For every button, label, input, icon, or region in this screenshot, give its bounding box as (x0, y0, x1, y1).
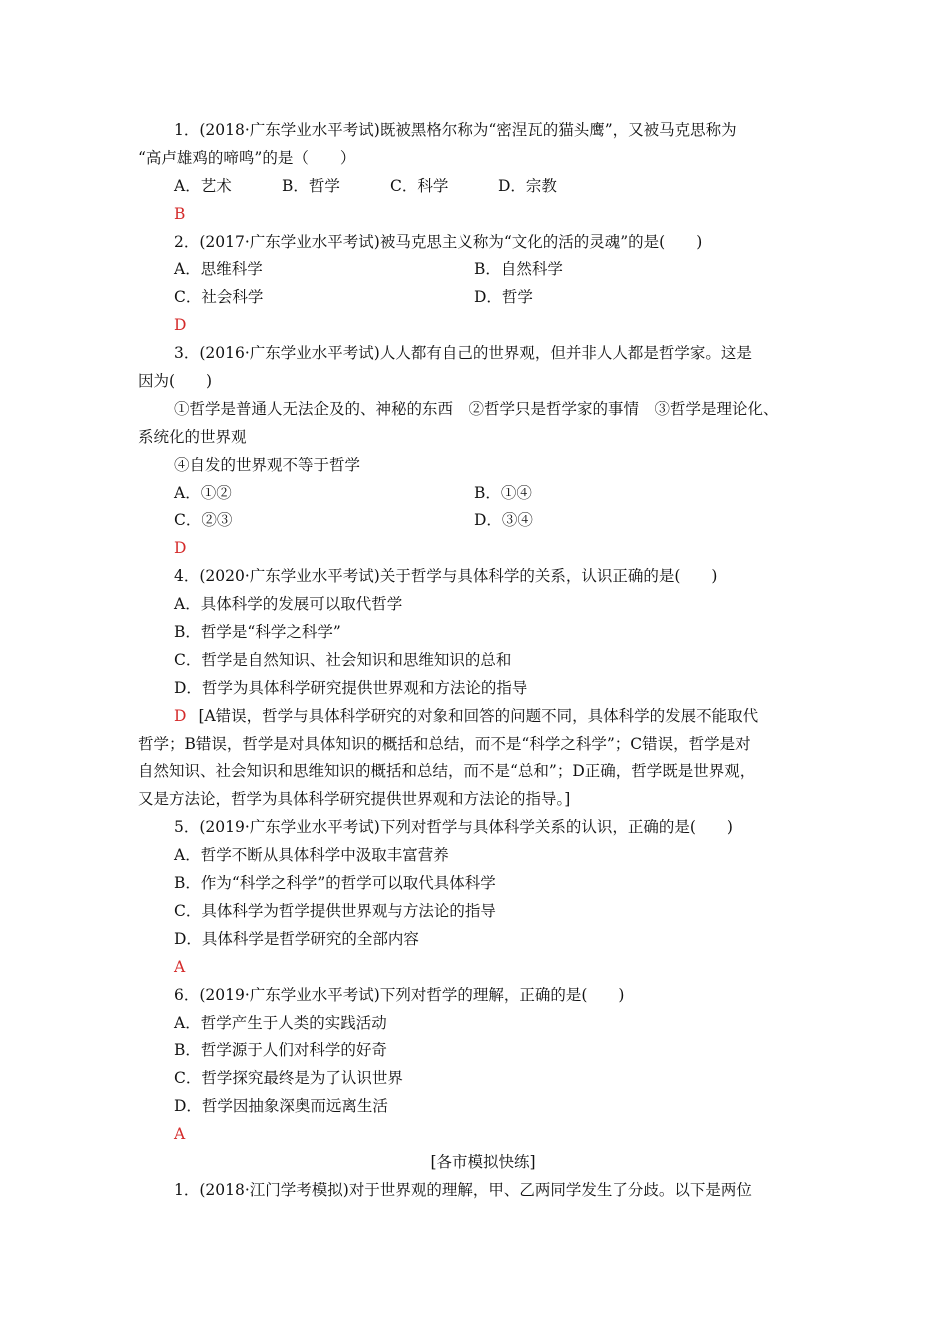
q3-option-a: A．①② (174, 483, 232, 502)
q4-option-c: C．哲学是自然知识、社会知识和思维知识的总和 (174, 650, 512, 669)
m1-stem: 1．(2018·江门学考模拟)对于世界观的理解，甲、乙两同学发生了分歧。以下是两位 (174, 1180, 752, 1199)
q6-option-d: D．哲学因抽象深奥而远离生活 (174, 1097, 388, 1116)
q5-option-b: B．作为“科学之科学”的哲学可以取代具体科学 (174, 874, 496, 893)
q5-stem: 5．(2019·广东学业水平考试)下列对哲学与具体科学关系的认识，正确的是( ) (174, 818, 733, 837)
q3-answer: D (174, 539, 187, 558)
q4-explanation-text1: [A错误，哲学与具体科学研究的对象和回答的问题不同，具体科学的发展不能取代 (198, 706, 759, 725)
q4-explanation-line1 (138, 703, 828, 731)
q1-option-b: B．哲学 (282, 176, 340, 195)
q3-option-c: C．②③ (174, 511, 233, 530)
q4-option-d: D．哲学为具体科学研究提供世界观和方法论的指导 (174, 678, 528, 697)
q1-answer: B (174, 204, 186, 223)
q3-item-line2: 系统化的世界观 (138, 427, 247, 446)
q3-options-row1 (138, 480, 828, 508)
q1-stem-line2: “高卢雄鸡的啼鸣”的是（ ） (138, 148, 356, 167)
q2-option-d: D．哲学 (474, 288, 533, 307)
section-title: [各市模拟快练] (430, 1152, 536, 1171)
q4-option-b: B．哲学是“科学之科学” (174, 623, 341, 642)
q2-answer: D (174, 316, 187, 335)
q6-option-b: B．哲学源于人们对科学的好奇 (174, 1041, 387, 1060)
q4-explanation-line2: 哲学；B错误，哲学是对具体知识的概括和总结，而不是“科学之科学”；C错误，哲学是对 (138, 734, 751, 753)
q3-option-d: D．③④ (474, 511, 533, 530)
q3-item-line3: ④自发的世界观不等于哲学 (174, 455, 361, 474)
q6-answer: A (174, 1125, 186, 1144)
q1-stem-line1: 1．(2018·广东学业水平考试)既被黑格尔称为“密涅瓦的猫头鹰”，又被马克思称为 (174, 121, 737, 139)
q4-explanation-line3: 自然知识、社会知识和思维知识的概括和总结，而不是“总和”；D正确，哲学既是世界观， (138, 762, 756, 781)
q3-stem-line2: 因为( ) (138, 372, 213, 391)
q4-stem: 4．(2020·广东学业水平考试)关于哲学与具体科学的关系，认识正确的是( ) (174, 567, 718, 586)
q6-option-c: C．哲学探究最终是为了认识世界 (174, 1069, 403, 1088)
q3-stem-line1: 3．(2016·广东学业水平考试)人人都有自己的世界观，但并非人人都是哲学家。这是 (174, 344, 752, 363)
q5-option-d: D．具体科学是哲学研究的全部内容 (174, 929, 419, 948)
q1-option-a: A．艺术 (174, 176, 232, 195)
q4-explanation-line4: 又是方法论，哲学为具体科学研究提供世界观和方法论的指导。] (138, 790, 571, 809)
q2-option-a: A．思维科学 (174, 260, 263, 279)
q6-option-a: A．哲学产生于人类的实践活动 (174, 1013, 387, 1032)
q5-option-c: C．具体科学为哲学提供世界观与方法论的指导 (174, 901, 496, 920)
q4-option-a: A．具体科学的发展可以取代哲学 (174, 595, 403, 614)
q2-options-row2 (138, 284, 828, 312)
q6-stem: 6．(2019·广东学业水平考试)下列对哲学的理解，正确的是( ) (174, 985, 625, 1004)
q4-answer: D (174, 706, 187, 725)
q2-option-c: C．社会科学 (174, 288, 264, 307)
q5-option-a: A．哲学不断从具体科学中汲取丰富营养 (174, 846, 449, 865)
document-content (138, 117, 828, 1205)
q2-option-b: B．自然科学 (474, 260, 563, 279)
q3-options-row2 (138, 507, 828, 535)
q2-options-row1 (138, 256, 828, 284)
q1-option-c: C．科学 (390, 176, 449, 195)
q2-stem: 2．(2017·广东学业水平考试)被马克思主义称为“文化的活的灵魂”的是( ) (174, 232, 703, 251)
q1-options (138, 173, 828, 201)
q3-item-line1: ①哲学是普通人无法企及的、神秘的东西 ②哲学只是哲学家的事情 ③哲学是理论化、 (174, 399, 779, 418)
q5-answer: A (174, 957, 186, 976)
q3-option-b: B．①④ (474, 483, 532, 502)
q1-option-d: D．宗教 (498, 176, 557, 195)
